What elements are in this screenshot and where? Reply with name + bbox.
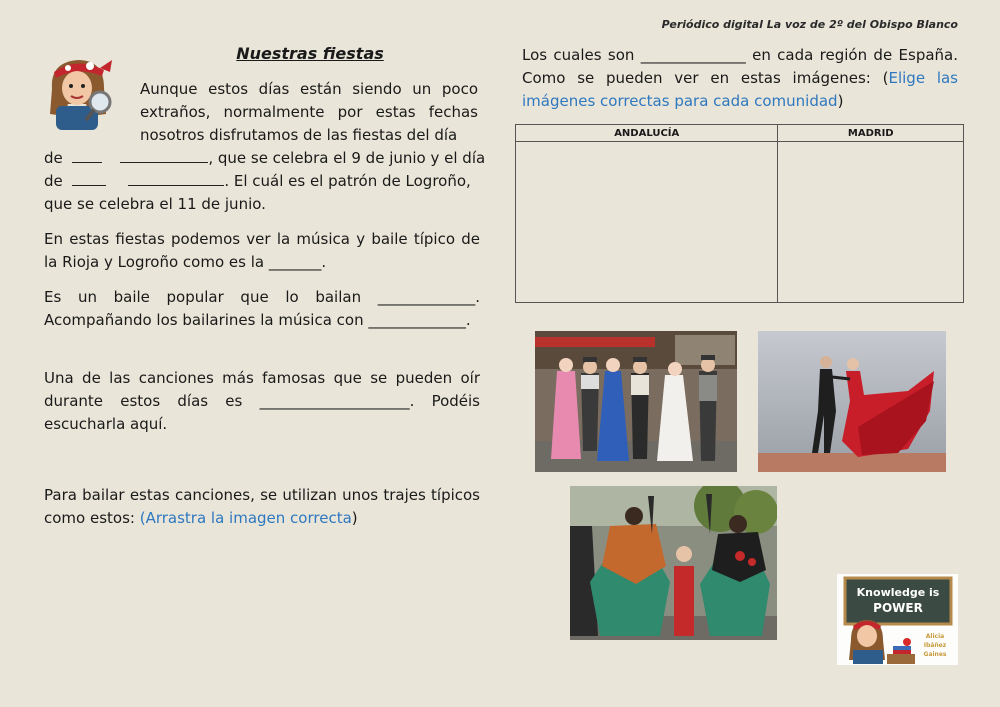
regions-close: ) bbox=[837, 92, 844, 110]
song-paragraph: Una de las canciones más famosas que se pueden oír durante estos días es ____________________. Podéis escucharla aquí. bbox=[44, 369, 480, 433]
intro-paragraph: Aunque estos días están siendo un poco extraños, normalmente por estas fechas nosotros disfrutamos de las fiestas del día bbox=[140, 80, 478, 144]
intro-line-1 bbox=[44, 147, 485, 170]
dance-paragraph: Es un baile popular que lo bailan _____________. Acompañando los bailarines la música con _____________. bbox=[44, 288, 480, 329]
logo-name-3: Gaines bbox=[923, 651, 947, 658]
logo-artwork bbox=[837, 574, 958, 665]
music-paragraph: En estas fiestas podemos ver la música y baile típico de la Rioja y Logroño como es la _______. bbox=[44, 230, 480, 271]
costume-text: Para bailar estas canciones, se utilizan unos trajes típicos como estos: bbox=[44, 486, 480, 527]
photo-rioja-dancers[interactable] bbox=[570, 486, 777, 640]
fill-blank-day[interactable] bbox=[72, 148, 102, 163]
drag-instruction-link[interactable]: (Arrastra la imagen correcta bbox=[139, 509, 352, 527]
costume-close: ) bbox=[351, 509, 358, 527]
logo-line-1: Knowledge is bbox=[856, 586, 940, 599]
costume-paragraph bbox=[44, 484, 480, 530]
fill-blank-day-2[interactable] bbox=[72, 171, 106, 186]
drop-zone-madrid[interactable] bbox=[778, 142, 964, 303]
page-title: Nuestras fiestas bbox=[236, 44, 384, 63]
intro-line2-suffix: . El cuál es el patrón de Logroño, bbox=[224, 172, 471, 190]
photo-madrid-chulapos[interactable] bbox=[535, 331, 737, 472]
choose-images-link[interactable]: Elige las imágenes correctas para cada comunidad bbox=[522, 69, 958, 110]
logo-line-2: POWER bbox=[873, 601, 923, 615]
intro-line1-prefix: de bbox=[44, 149, 63, 167]
intro-line-2 bbox=[44, 170, 471, 193]
fill-blank-saint-2[interactable] bbox=[128, 171, 224, 186]
newspaper-credit: Periódico digital La voz de 2º del Obispo Blanco bbox=[661, 18, 958, 31]
intro-line1-suffix: , que se celebra el 9 de junio y el día bbox=[208, 149, 486, 167]
regions-table bbox=[515, 124, 964, 303]
intro-line2-prefix: de bbox=[44, 172, 63, 190]
logo-name-2: Ibáñez bbox=[923, 642, 947, 649]
regions-paragraph bbox=[522, 44, 958, 113]
column-madrid: MADRID bbox=[778, 125, 964, 142]
regions-text: Los cuales son ______________ en cada región de España. Como se pueden ver en estas imágenes: ( bbox=[522, 46, 958, 87]
photo-andalucia-flamenco[interactable] bbox=[758, 331, 946, 472]
logo-name-1: Alicia bbox=[925, 633, 945, 640]
avatar-icon bbox=[42, 54, 120, 132]
drop-zone-andalucia[interactable] bbox=[516, 142, 778, 303]
column-andalucia: ANDALUCÍA bbox=[516, 125, 778, 142]
knowledge-power-logo bbox=[837, 574, 958, 665]
intro-line-3: que se celebra el 11 de junio. bbox=[44, 195, 266, 213]
fill-blank-saint-1[interactable] bbox=[120, 148, 208, 163]
